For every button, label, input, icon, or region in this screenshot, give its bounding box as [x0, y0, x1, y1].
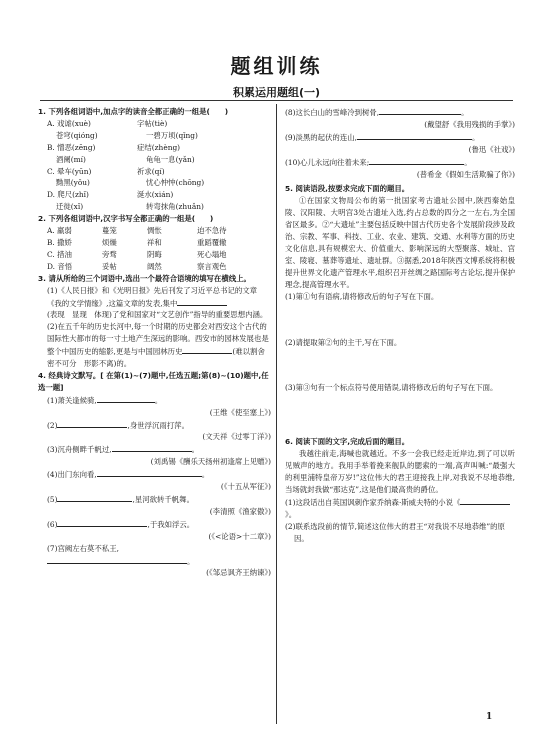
page-title: 题组训练	[230, 54, 323, 78]
question-1-stem: 1. 下列各组词语中,加点字的读音全都正确的一组是( )	[38, 107, 229, 116]
answer-blank[interactable]	[57, 518, 147, 527]
header-rule	[40, 100, 513, 101]
answer-blank[interactable]	[182, 345, 232, 354]
poem-item: (1)萧关逢候骑, 。 (王维《使至塞上》)	[47, 395, 271, 417]
answer-space[interactable]	[285, 303, 515, 337]
q1-row: 酒阑(mí) 龟龟一息(yǎn)	[56, 154, 195, 164]
q5-item-3: (3)第③句有一个标点符号使用错误,请将修改后的句子写在下面。	[285, 383, 498, 393]
answer-blank[interactable]	[379, 106, 461, 115]
question-3-stem: 3. 请从所给的三个词语中,选出一个最符合语境的填写在横线上。	[38, 273, 251, 283]
q1-row: 苍穹(qióng) 一碧万顷(qǐng)	[56, 130, 198, 140]
q6-item-2: (2)联系选段前的情节,简述这位伟大的君王“对我说不尽地恭维”的原因。	[285, 521, 505, 543]
right-column	[285, 106, 515, 544]
q1-row: B. 憎恶(zēng) 症结(zhèng)	[47, 142, 181, 152]
poem-item: (8)这长白山的雪峰冷到树骨, 。 (戴望舒《我用残损的手掌》)	[285, 108, 515, 129]
left-column	[38, 106, 271, 579]
poem-item: (10)心儿永远向往着未来; 。 (普希金《假如生活欺骗了你》)	[285, 157, 515, 179]
answer-blank[interactable]	[57, 419, 127, 428]
poem-item: (3)沉舟侧畔千帆过, 。 (刘禹锡《酬乐天扬州初逢席上见赠》)	[47, 445, 271, 467]
q1-row: A. 戏谑(xuè) 字帖(tiè)	[47, 118, 168, 128]
q1-row: D. 爬尺(zhǐ) 涎水(xián)	[47, 190, 174, 200]
answer-blank[interactable]	[357, 131, 472, 140]
q5-passage: ①在国家文物局公布的第一批国家考古遗址公园中,陕西秦始皇陵、汉阳陵、大明宫3处古遗址入选,约占总数的四分之一左右,为全国省区最多。②“大遗址”主要包括反映中国古代历史各个发展阶段涉及政治、宗教、军事、科技、工业、农业、建筑、交通、水利等方面的历史文化信息,具有规模宏大、价值重大、影响深远的大型聚落、城址、宫室、陵寝、墓葬等遗址、遗址群。③据悉,2018年陕西文博系统将积极提升世界文化遗产管理水平,组织召开丝绸之路国际考古论坛,提升保护理念,提高管理水平。	[285, 196, 515, 289]
poem-item: (5) ,星河欲转千帆舞。 (李清照《渔家傲》)	[47, 495, 271, 516]
question-2-stem: 2. 下列各组词语中,汉字书写全都正确的一组是( )	[38, 214, 214, 224]
q5-item-1: (1)第①句有语病,请将修改后的句子写在下面。	[285, 291, 439, 301]
answer-blank[interactable]	[47, 555, 187, 564]
answer-blank[interactable]	[112, 443, 192, 452]
q2-row: D. 音悟 妥帖 阔然 察言观色	[47, 261, 227, 271]
q3-item-2: (2)在五千年的历史长河中,每一个时期的历史都会对西安这个古代的国际性大都市的每一寸土地产生深远的影响。西安市的园林发展也是整个中国历史的缩影,更是与中国园林历史 (难以割舍 密不可分 形影不离)的。	[47, 322, 273, 369]
answer-blank[interactable]	[460, 496, 510, 505]
q2-row: C. 措油 旁骛 阴晦 死心塌地	[47, 249, 227, 259]
section-subtitle: 积累运用题组(一)	[232, 86, 321, 99]
q3-item-1-options: (表现 显现 体现)了党和国家对“文艺创作”指导的重要思想内涵。	[47, 310, 268, 320]
poem-item: (7)宫阙左右莫不私王, 。 (《邹忌讽齐王纳谏》)	[47, 543, 271, 578]
column-divider	[276, 104, 277, 724]
answer-blank[interactable]	[369, 156, 464, 165]
question-5-stem: 5. 阅读语段,按要求完成下面的题目。	[285, 184, 410, 194]
answer-space[interactable]	[285, 394, 515, 436]
q3-item-1: (1)《人民日报》和《光明日报》先后刊发了习近平总书记的文章《我的文学情缘》,这篇文章的发表,集中	[47, 285, 258, 308]
q2-row: A. 羸弱 蔓笼 惆怅 迫不急待	[47, 226, 227, 236]
question-6-stem: 6. 阅读下面的文字,完成后面的题目。	[285, 437, 410, 447]
q6-passage: 我越往前走,海喊也就越近。不多一会我已经走近岸边,到了可以听见贼声的地方。我用手举着挽来舰队的腮索的一端,高声叫喊:“最强大的利里浦特皇帝万岁!”这位伟大的君王迎接我上岸,对我说不尽地恭维,当场就封我做“那达克”,这是他们最高贵的爵位。	[285, 449, 515, 494]
answer-space[interactable]	[285, 348, 515, 382]
poem-item: (2) ,身世浮沉雨打萍。 (文天祥《过零丁洋》)	[47, 420, 271, 442]
q6-item-1: (1)这段话出自英国讽刺作家乔纳森·斯威夫特的小说《》。	[285, 496, 515, 521]
answer-blank[interactable]	[57, 493, 132, 502]
q1-row: C. 晕车(yūn) 祈求(qí)	[47, 166, 165, 176]
page-number: 1	[486, 712, 493, 722]
q5-item-2: (2)请提取第②句的主干,写在下面。	[285, 337, 402, 347]
answer-blank[interactable]	[97, 468, 202, 477]
question-4-stem: 4. 经典诗文默写。[ 在第(1)~(7)题中,任选五题;第(8)~(10)题中,任选一题]	[38, 370, 269, 392]
answer-blank[interactable]	[97, 394, 155, 403]
q1-row: 黝黑(yǒu) 忧心忡忡(chōng)	[56, 178, 205, 188]
q2-row: B. 撒娇 烦燥 祥和 重蹈覆辙	[47, 237, 227, 247]
poem-item: (9)淡黑的起伏的连山, 。 (鲁迅《社戏》)	[285, 132, 515, 154]
answer-blank[interactable]	[177, 297, 227, 306]
poem-item: (4)出门东向看, 。 (《十五从军征》)	[47, 470, 271, 492]
poem-item: (6) ,于我如浮云。 (《<论语>十二章》)	[47, 519, 271, 541]
q1-row: 迁徙(xǐ) 转弯抹角(zhuǎn)	[56, 202, 204, 212]
